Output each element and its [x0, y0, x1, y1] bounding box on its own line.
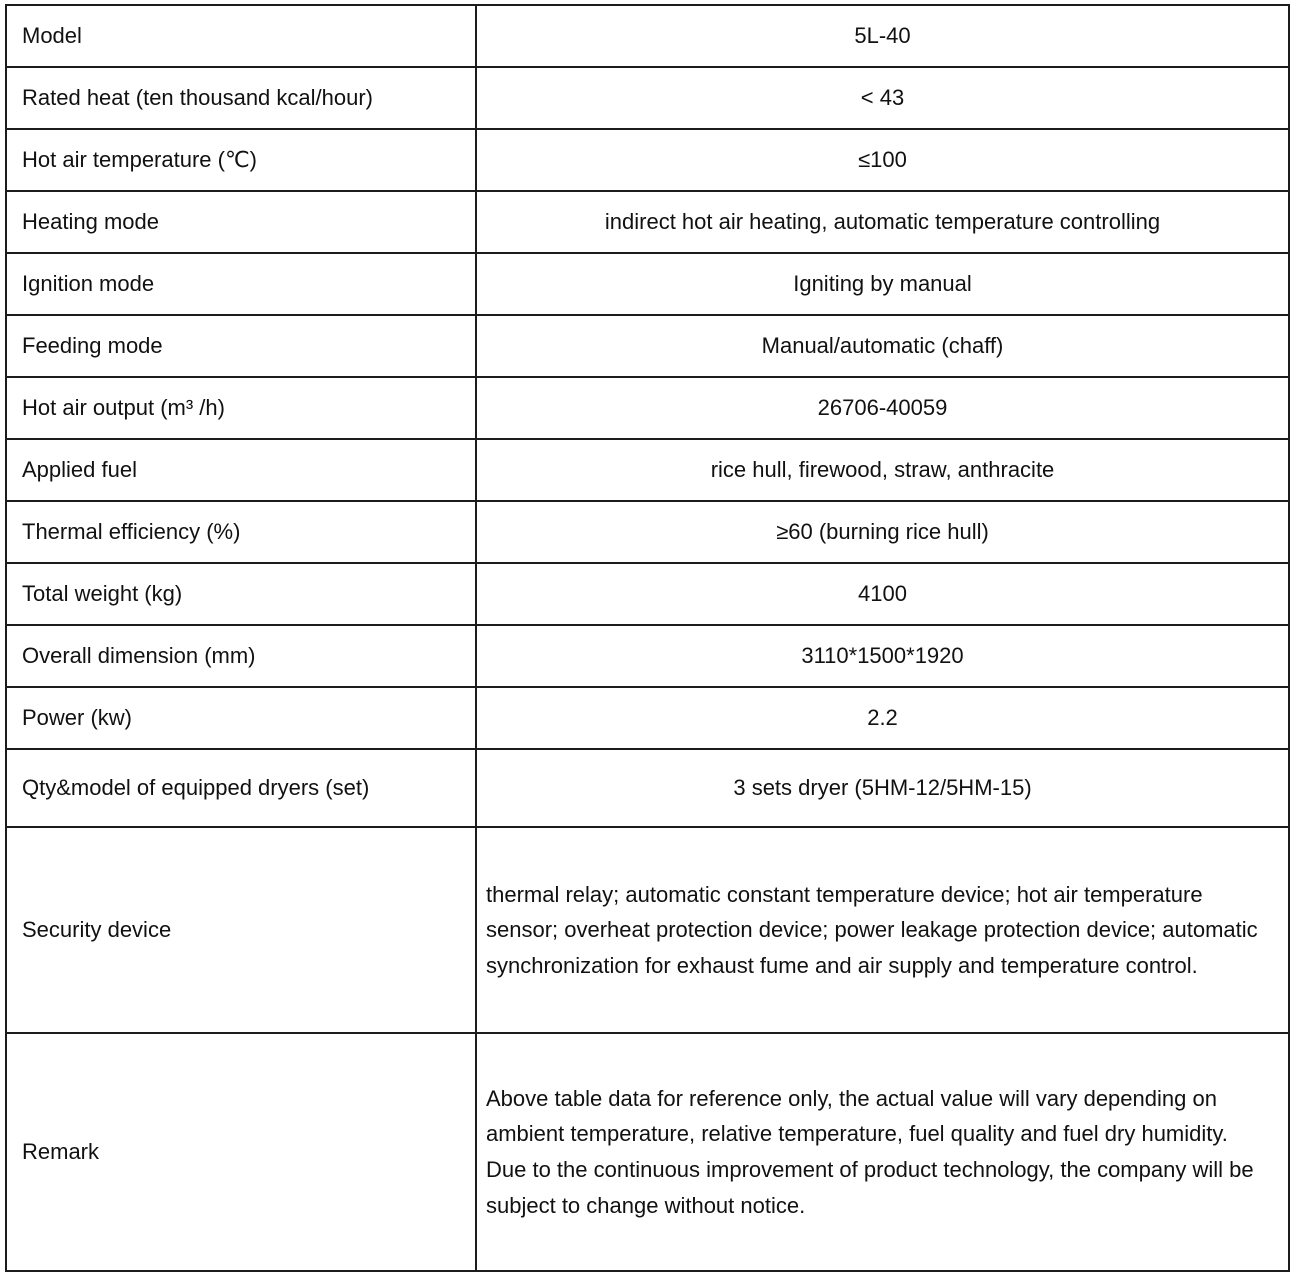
row-value: 3110*1500*1920	[476, 625, 1289, 687]
product-spec-table	[5, 4, 1290, 1272]
row-value: 5L-40	[476, 5, 1289, 67]
row-label: Power (kw)	[6, 687, 476, 749]
row-label: Model	[6, 5, 476, 67]
table-row-power	[6, 687, 1289, 749]
row-value: 2.2	[476, 687, 1289, 749]
table-row-ignition-mode	[6, 253, 1289, 315]
table-row-total-weight	[6, 563, 1289, 625]
row-label: Heating mode	[6, 191, 476, 253]
table-row-equipped-dryers	[6, 749, 1289, 827]
row-value: 4100	[476, 563, 1289, 625]
table-row-rated-heat	[6, 67, 1289, 129]
row-label: Rated heat (ten thousand kcal/hour)	[6, 67, 476, 129]
table-row-hot-air-temperature	[6, 129, 1289, 191]
row-label: Remark	[6, 1033, 476, 1271]
table-row-remark	[6, 1033, 1289, 1271]
table-row-overall-dimension	[6, 625, 1289, 687]
row-label: Security device	[6, 827, 476, 1033]
row-label: Feeding mode	[6, 315, 476, 377]
table-row-heating-mode	[6, 191, 1289, 253]
table-row-model	[6, 5, 1289, 67]
row-value: rice hull, firewood, straw, anthracite	[476, 439, 1289, 501]
row-label: Hot air temperature (℃)	[6, 129, 476, 191]
table-row-thermal-efficiency	[6, 501, 1289, 563]
row-value: Above table data for reference only, the actual value will vary depending on ambient temperature, relative temperature, fuel quality and fuel dry humidity. Due to the continuous improvement of product technology, the company will be subject to change without notice.	[476, 1033, 1289, 1271]
table-row-security-device	[6, 827, 1289, 1033]
row-label: Qty&model of equipped dryers (set)	[6, 749, 476, 827]
row-value: 26706-40059	[476, 377, 1289, 439]
row-label: Total weight (kg)	[6, 563, 476, 625]
row-value: ≤100	[476, 129, 1289, 191]
row-value: < 43	[476, 67, 1289, 129]
row-label: Hot air output (m³ /h)	[6, 377, 476, 439]
row-value: 3 sets dryer (5HM-12/5HM-15)	[476, 749, 1289, 827]
table-row-feeding-mode	[6, 315, 1289, 377]
row-label: Applied fuel	[6, 439, 476, 501]
row-label: Ignition mode	[6, 253, 476, 315]
row-value: Manual/automatic (chaff)	[476, 315, 1289, 377]
row-value: Igniting by manual	[476, 253, 1289, 315]
row-value: indirect hot air heating, automatic temperature controlling	[476, 191, 1289, 253]
row-label: Overall dimension (mm)	[6, 625, 476, 687]
row-label: Thermal efficiency (%)	[6, 501, 476, 563]
row-value: ≥60 (burning rice hull)	[476, 501, 1289, 563]
row-value: thermal relay; automatic constant temperature device; hot air temperature sensor; overheat protection device; power leakage protection device; automatic synchronization for exhaust fume and air supply and temperature control.	[476, 827, 1289, 1033]
table-row-applied-fuel	[6, 439, 1289, 501]
table-row-hot-air-output	[6, 377, 1289, 439]
